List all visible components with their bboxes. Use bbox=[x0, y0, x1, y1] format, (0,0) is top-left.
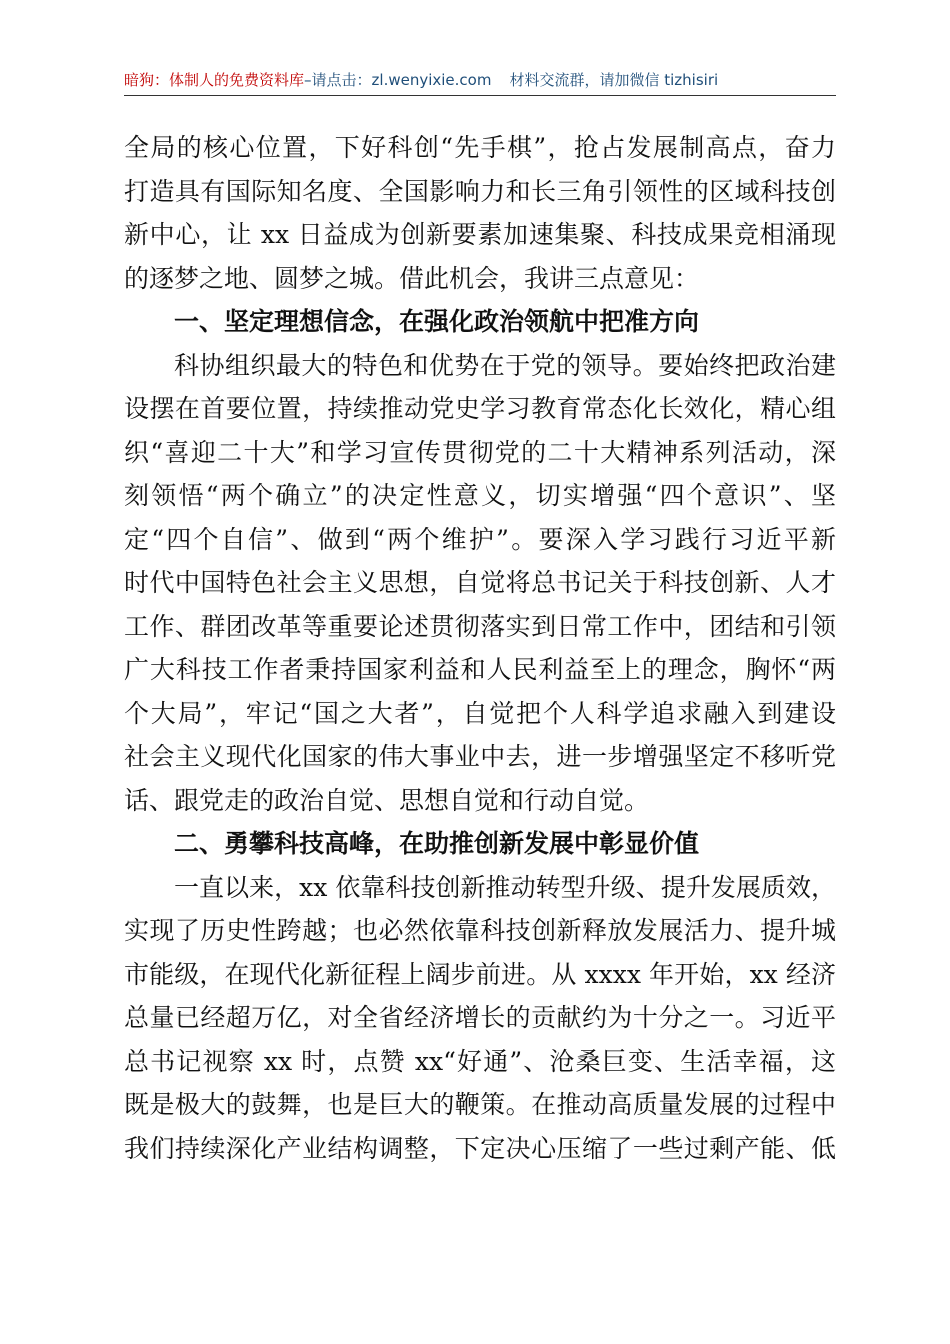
text-line: 市能级，在现代化新征程上阔步前进。从 xxxx 年开始，xx 经济 bbox=[124, 959, 836, 989]
site-url-link[interactable]: zl.wenyixie.com bbox=[371, 71, 492, 89]
text-line: 织“喜迎二十大”和学习宣传贯彻党的二十大精神系列活动，深 bbox=[124, 437, 836, 467]
wechat-note: 材料交流群，请加微信 tizhisiri bbox=[509, 71, 719, 89]
text-line: 总量已经超万亿，对全省经济增长的贡献约为十分之一。习近平 bbox=[124, 1003, 836, 1032]
document-body bbox=[124, 126, 836, 1170]
text-line: 既是极大的鼓舞，也是巨大的鞭策。在推动高质量发展的过程中 bbox=[124, 1090, 836, 1119]
text-line: 全局的核心位置，下好科创“先手棋”，抢占发展制高点，奋力 bbox=[124, 133, 836, 162]
text-line: 社会主义现代化国家的伟大事业中去，进一步增强坚定不移听党 bbox=[124, 742, 836, 771]
text-line: 话、跟党走的政治自觉、思想自觉和行动自觉。 bbox=[124, 785, 650, 815]
text-line: 刻领悟“两个确立”的决定性意义，切实增强“四个意识”、坚 bbox=[124, 481, 836, 510]
click-prompt: –请点击： bbox=[304, 71, 372, 89]
section-heading: 一、坚定理想信念，在强化政治领航中把准方向 bbox=[174, 307, 700, 336]
text-line: 定“四个自信”、做到“两个维护”。要深入学习践行习近平新 bbox=[124, 524, 836, 554]
text-line: 总书记视察 xx 时，点赞 xx“好通”、沧桑巨变、生活幸福，这 bbox=[124, 1046, 836, 1076]
text-line: 我们持续深化产业结构调整，下定决心压缩了一些过剩产能、低 bbox=[124, 1133, 836, 1163]
text-line: 新中心，让 xx 日益成为创新要素加速集聚、科技成果竞相涌现 bbox=[124, 220, 836, 249]
text-line: 设摆在首要位置，持续推动党史学习教育常态化长效化，精心组 bbox=[124, 394, 836, 423]
text-line: 打造具有国际知名度、全国影响力和长三角引领性的区域科技创 bbox=[124, 176, 836, 206]
site-name: 暗狗：体制人的免费资料库 bbox=[124, 71, 305, 89]
text-line: 工作、群团改革等重要论述贯彻落实到日常工作中，团结和引领 bbox=[124, 611, 836, 641]
text-line: 广大科技工作者秉持国家利益和人民利益至上的理念，胸怀“两 bbox=[124, 655, 836, 684]
header-divider bbox=[124, 95, 836, 96]
text-line: 个大局”，牢记“国之大者”，自觉把个人科学追求融入到建设 bbox=[124, 698, 836, 728]
text-line: 时代中国特色社会主义思想，自觉将总书记关于科技创新、人才 bbox=[124, 568, 836, 597]
text-line: 一直以来，xx 依靠科技创新推动转型升级、提升发展质效， bbox=[174, 872, 836, 902]
text-line: 实现了历史性跨越；也必然依靠科技创新释放发展活力、提升城 bbox=[124, 916, 836, 945]
text-line: 科协组织最大的特色和优势在于党的领导。要始终把政治建 bbox=[174, 350, 836, 380]
section-heading: 二、勇攀科技高峰，在助推创新发展中彰显价值 bbox=[174, 829, 700, 858]
page-header bbox=[124, 68, 836, 92]
text-line: 的逐梦之地、圆梦之城。借此机会，我讲三点意见： bbox=[124, 263, 700, 293]
